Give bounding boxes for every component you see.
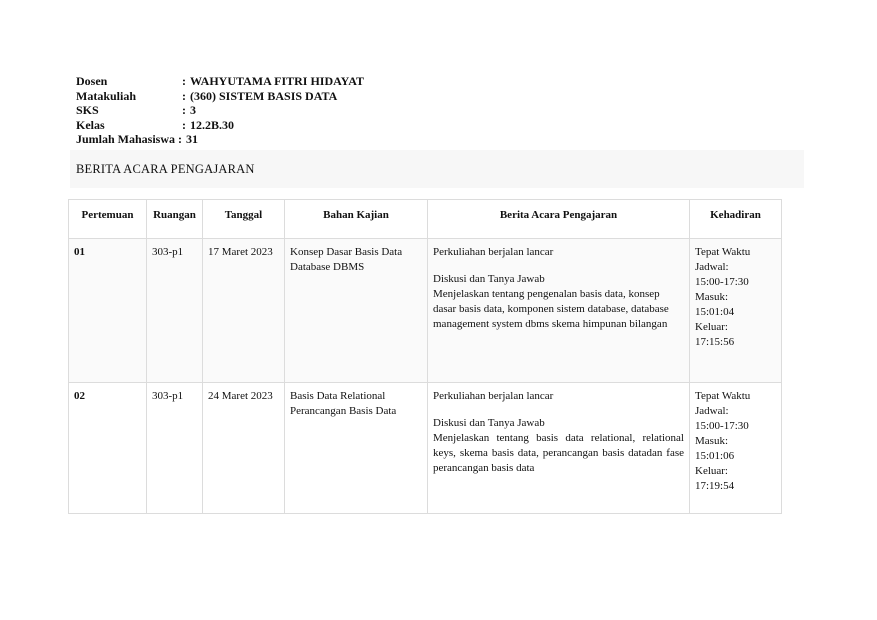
col-tanggal: Tanggal [203,200,285,239]
jadwal-value: 15:00-17:30 [695,276,749,288]
jadwal-label: Jadwal: [695,405,729,417]
bahan-line: Basis Data Relational [290,390,386,402]
page-title: BERITA ACARA PENGAJARAN [76,162,255,176]
dosen-separator: : [182,74,186,88]
berita-detail: Menjelaskan tentang basis data relational, relational keys, skema basis data, perancangan basis datadan fase perancangan basis data [433,432,684,474]
matakuliah-separator: : [182,88,186,103]
keluar-value: 17:19:54 [695,480,735,492]
jumlah-separator: : [178,132,183,146]
kehadiran-cell [690,239,782,383]
jadwal-label: Jadwal: [695,261,729,273]
table-row [69,383,782,514]
pertemuan-cell: 02 [69,383,147,514]
bahan-kajian-cell [285,383,428,514]
jadwal-value: 15:00-17:30 [695,420,749,432]
table-row [69,239,782,383]
bahan-line: Perancangan Basis Data [290,405,397,417]
attendance-status: Tepat Waktu [695,390,751,402]
ruangan-cell: 303-p1 [147,383,203,514]
dosen-row [76,74,364,89]
jumlah-row [76,132,364,147]
kelas-separator: : [182,117,186,132]
dosen-label: Dosen [76,74,108,88]
tanggal-cell: 24 Maret 2023 [203,383,285,514]
matakuliah-label: Matakuliah [76,88,137,103]
sks-value: 3 [190,103,196,117]
col-berita-acara: Berita Acara Pengajaran [428,200,690,239]
sks-label: SKS [76,103,99,117]
keluar-label: Keluar: [695,321,728,333]
kehadiran-cell [690,383,782,514]
kelas-label: Kelas [76,117,105,132]
kelas-row [76,118,364,133]
col-pertemuan: Pertemuan [69,200,147,239]
sks-separator: : [182,103,186,117]
keluar-label: Keluar: [695,465,728,477]
jumlah-label: Jumlah Mahasiswa [76,132,176,146]
teaching-log-table [68,199,782,514]
tanggal-cell: 17 Maret 2023 [203,239,285,383]
masuk-value: 15:01:06 [695,450,735,462]
kelas-value: 12.2B.30 [190,117,235,132]
col-ruangan: Ruangan [147,200,203,239]
attendance-status: Tepat Waktu [695,246,751,258]
masuk-value: 15:01:04 [695,306,735,318]
berita-summary: Perkuliahan berjalan lancar [433,246,554,258]
berita-acara-cell [428,383,690,514]
masuk-label: Masuk: [695,291,728,303]
sks-row [76,103,364,118]
berita-summary: Perkuliahan berjalan lancar [433,390,554,402]
berita-activity: Diskusi dan Tanya Jawab [433,273,545,285]
table-header-row [69,200,782,239]
bahan-line: Konsep Dasar Basis Data [290,246,403,258]
matakuliah-value: (360) SISTEM BASIS DATA [190,88,338,103]
dosen-value: WAHYUTAMA FITRI HIDAYAT [190,74,365,88]
pertemuan-cell: 01 [69,239,147,383]
col-kehadiran: Kehadiran [690,200,782,239]
berita-detail: Menjelaskan tentang pengenalan basis data, konsep dasar basis data, komponen sistem database, database management system dbms skema himpunan bilangan [433,288,669,330]
bahan-line: Database DBMS [290,261,365,273]
berita-activity: Diskusi dan Tanya Jawab [433,417,545,429]
ruangan-cell: 303-p1 [147,239,203,383]
berita-acara-cell [428,239,690,383]
keluar-value: 17:15:56 [695,336,735,348]
jumlah-value: 31 [186,132,199,146]
masuk-label: Masuk: [695,435,728,447]
col-bahan-kajian: Bahan Kajian [285,200,428,239]
matakuliah-row [76,89,364,104]
bahan-kajian-cell [285,239,428,383]
lecture-info-header [76,74,364,147]
